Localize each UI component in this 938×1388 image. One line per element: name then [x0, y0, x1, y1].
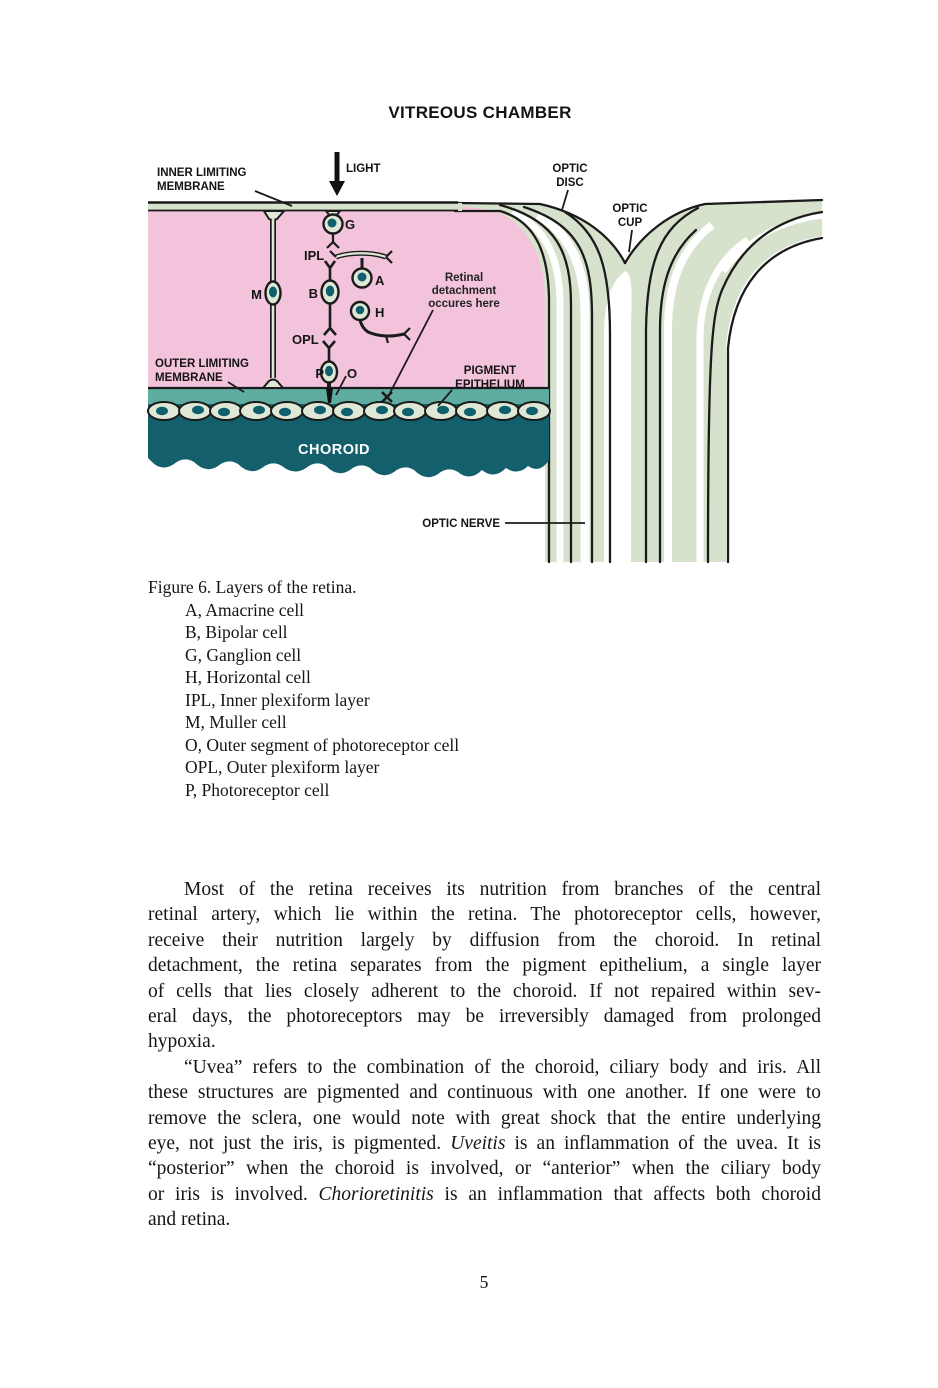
paragraph-2: [148, 1055, 821, 1233]
svg-text:detachment: detachment: [431, 285, 497, 297]
retina-diagram: [140, 140, 832, 572]
label-ipl: IPL: [304, 248, 325, 263]
body-text: [148, 877, 821, 1233]
body-line: eral days, the photoreceptors may be irreversibly damaged from prolonged: [148, 1006, 821, 1028]
label-choroid: CHOROID: [298, 442, 370, 458]
legend-item: A, Amacrine cell: [185, 599, 305, 620]
label-p: P: [315, 366, 324, 381]
body-line: hypoxia.: [148, 1031, 216, 1053]
body-line: these structures are pigmented and continuous with one another. If one were to: [148, 1082, 821, 1104]
svg-text:DISC: DISC: [556, 177, 584, 189]
light-arrow-icon: [329, 152, 345, 196]
body-line: retinal artery, which lie within the retina. The photoreceptor cells, however,: [148, 904, 821, 926]
figure-title: VITREOUS CHAMBER: [388, 103, 572, 122]
body-line: “Uvea” refers to the combination of the choroid, ciliary body and iris. All: [184, 1056, 821, 1078]
caption-legend-list: [148, 599, 459, 802]
legend-item: B, Bipolar cell: [185, 622, 288, 642]
body-line: “posterior” when the choroid is involved, or “anterior” when the ciliary body: [148, 1158, 821, 1180]
body-line: eye, not just the iris, is pigmented. Uveitis is an inflammation of the uvea. It is: [148, 1133, 821, 1155]
body-line: detachment, the retina separates from the pigment epithelium, a single layer: [148, 955, 821, 977]
label-opl: OPL: [292, 332, 319, 347]
label-m: M: [251, 287, 262, 302]
body-line: Most of the retina receives its nutrition from branches of the central: [184, 879, 821, 900]
optic-cup-gap: [604, 271, 632, 562]
svg-text:MEMBRANE: MEMBRANE: [155, 372, 223, 384]
label-light: LIGHT: [346, 163, 381, 175]
label-inner-limiting-membrane: INNER LIMITING: [157, 167, 247, 179]
label-o: O: [347, 366, 358, 381]
svg-text:CUP: CUP: [617, 217, 643, 229]
figure-caption: [148, 576, 459, 801]
label-optic-nerve: OPTIC NERVE: [422, 518, 500, 530]
label-a: A: [375, 273, 385, 288]
body-line: remove the sclera, one would note with great shock that the entire underlying: [148, 1107, 821, 1129]
body-line: or iris is involved. Chorioretinitis is an inflammation that affects both choroid: [148, 1183, 821, 1205]
label-h: H: [375, 305, 385, 320]
svg-text:MEMBRANE: MEMBRANE: [157, 181, 225, 193]
legend-item: M, Muller cell: [185, 712, 287, 732]
caption-title: Figure 6. Layers of the retina.: [148, 577, 357, 597]
label-optic-disc: OPTIC: [552, 163, 588, 175]
legend-item: IPL, Inner plexiform layer: [185, 689, 370, 710]
label-pigment-epithelium: PIGMENT: [463, 365, 517, 377]
legend-item: OPL, Outer plexiform layer: [185, 757, 380, 777]
legend-item: G, Ganglion cell: [185, 644, 302, 665]
label-retinal-detachment: Retinal: [444, 272, 484, 284]
paragraph-1: [148, 877, 821, 1055]
legend-item: H, Horizontal cell: [185, 667, 311, 687]
label-outer-limiting-membrane: OUTER LIMITING: [155, 358, 249, 370]
svg-text:EPITHELIUM: EPITHELIUM: [455, 379, 525, 391]
legend-item: P, Photoreceptor cell: [185, 779, 330, 800]
label-optic-cup: OPTIC: [612, 203, 648, 215]
legend-item: O, Outer segment of photoreceptor cell: [185, 734, 460, 755]
page-number: 5: [479, 1272, 489, 1292]
body-line: receive their nutrition largely by diffusion from the choroid. In retinal: [148, 929, 821, 951]
body-line: of cells that lies closely adherent to the choroid. If not repaired within sev-: [148, 980, 821, 1002]
svg-text:occures here: occures here: [428, 298, 500, 310]
label-b: B: [308, 286, 318, 301]
body-line: and retina.: [148, 1209, 231, 1231]
label-g: G: [345, 217, 356, 232]
